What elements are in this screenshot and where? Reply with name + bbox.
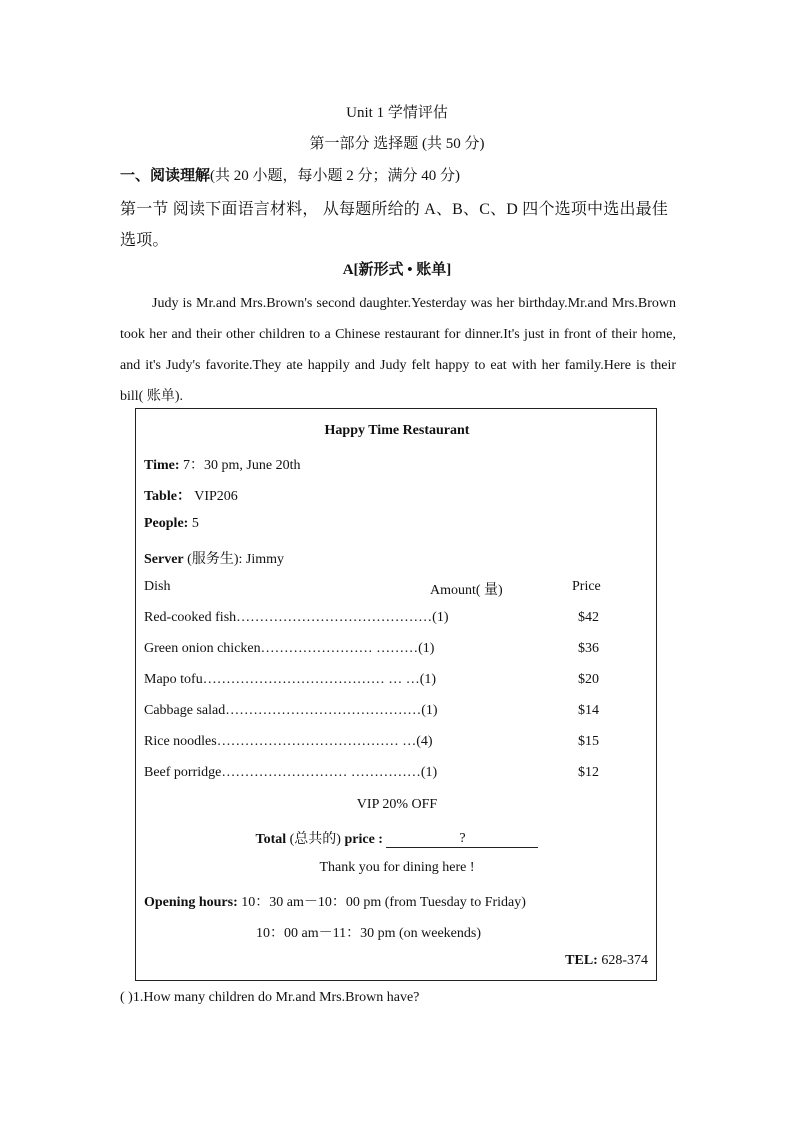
hours-weekend: 10：00 am－11：30 pm (on weekends) bbox=[256, 926, 481, 941]
table-label: Table： bbox=[144, 489, 191, 504]
bill-server bbox=[144, 548, 284, 568]
bill-time bbox=[144, 454, 300, 474]
telephone bbox=[565, 953, 648, 969]
bill-people bbox=[144, 516, 199, 532]
dish-name: Cabbage salad bbox=[144, 703, 226, 718]
section-heading-bold: 一、阅读理解 bbox=[120, 168, 211, 184]
dish-amount: (1) bbox=[418, 641, 435, 656]
dish-item bbox=[144, 641, 434, 657]
table-value: VIP206 bbox=[194, 489, 238, 504]
part-title: 第一部分 选择题 (共 50 分) bbox=[309, 136, 485, 152]
opening-hours bbox=[144, 891, 526, 911]
dish-name: Beef porridge bbox=[144, 765, 222, 780]
bill-table bbox=[144, 485, 238, 505]
time-value: 7：30 pm, June 20th bbox=[183, 458, 301, 473]
dish-price: $20 bbox=[578, 672, 599, 687]
question-text: 1.How many children do Mr.and Mrs.Brown have? bbox=[132, 990, 420, 1005]
hours-weekday: 10：30 am－10：00 pm (from Tuesday to Friday) bbox=[241, 895, 526, 910]
thanks-line: Thank you for dining here ! bbox=[319, 860, 475, 875]
dish-item bbox=[144, 610, 448, 626]
server-label: Server bbox=[144, 552, 184, 567]
dish-amount: (4) bbox=[416, 734, 433, 749]
passage-title: A[新形式 • 账单] bbox=[342, 262, 452, 278]
dish-item bbox=[144, 765, 437, 781]
passage-text: Judy is Mr.and Mrs.Brown's second daughter.Yesterday was her birthday.Mr.and Mrs.Brown took her and their other children to a Chinese restaurant for dinner.It's just in front of their home, and it's Judy's favorite.They ate happily and Judy felt happy to eat with her family.Here is their bill( 账单). bbox=[120, 296, 676, 404]
tel-value: 628-374 bbox=[601, 953, 648, 968]
total-label: Total bbox=[255, 832, 287, 847]
answer-bracket[interactable]: ( ) bbox=[120, 990, 133, 1005]
col-dish: Dish bbox=[144, 579, 171, 594]
people-label: People: bbox=[144, 516, 189, 531]
col-amount: Amount( 量) bbox=[430, 583, 503, 598]
dish-name: Mapo tofu bbox=[144, 672, 203, 687]
restaurant-bill bbox=[135, 408, 657, 981]
discount: VIP 20% OFF bbox=[356, 797, 438, 812]
dish-amount: (1) bbox=[419, 672, 437, 687]
section-instruction: 第一节 阅读下面语言材料， 从每题所给的 A、B、C、D 四个选项中选出最佳选项。 bbox=[120, 201, 669, 249]
time-label: Time: bbox=[144, 458, 180, 473]
total-note: (总共的) bbox=[289, 832, 341, 847]
section-heading bbox=[120, 164, 460, 185]
dish-dots: …………………… ……… bbox=[260, 641, 419, 656]
dish-item bbox=[144, 734, 433, 750]
restaurant-name: Happy Time Restaurant bbox=[324, 423, 470, 438]
hours-label: Opening hours: bbox=[144, 895, 238, 910]
server-value: Jimmy bbox=[245, 552, 284, 567]
dish-dots: ………………………………… … … bbox=[202, 672, 420, 687]
people-value: 5 bbox=[191, 516, 199, 531]
dish-amount: (1) bbox=[432, 610, 449, 625]
dish-name: Red-cooked fish bbox=[144, 610, 237, 625]
dish-amount: (1) bbox=[420, 765, 438, 780]
dish-name: Green onion chicken bbox=[144, 641, 261, 656]
dish-dots: ………………………………… … bbox=[216, 734, 417, 749]
total-price-label: price : bbox=[344, 832, 383, 847]
question-1 bbox=[120, 990, 419, 1006]
dish-name: Rice noodles bbox=[144, 734, 217, 749]
section-heading-rest: (共 20 小题，每小题 2 分；满分 40 分) bbox=[210, 168, 461, 184]
dish-item bbox=[144, 672, 436, 688]
tel-label: TEL: bbox=[565, 953, 598, 968]
dish-price: $12 bbox=[578, 765, 599, 780]
dish-dots: ……………………… …………… bbox=[221, 765, 421, 780]
total-blank: ? bbox=[386, 831, 538, 848]
dish-dots: …………………………………… bbox=[225, 703, 422, 718]
dish-amount: (1) bbox=[421, 703, 438, 718]
dish-price: $36 bbox=[578, 641, 599, 656]
total-line bbox=[136, 828, 658, 848]
dish-price: $15 bbox=[578, 734, 599, 749]
unit-title: Unit 1 学情评估 bbox=[346, 105, 448, 121]
col-price: Price bbox=[572, 579, 601, 594]
dish-price: $14 bbox=[578, 703, 599, 718]
server-note: (服务生): bbox=[187, 552, 243, 567]
dish-dots: …………………………………… bbox=[236, 610, 433, 625]
dish-item bbox=[144, 703, 438, 719]
dish-price: $42 bbox=[578, 610, 599, 625]
